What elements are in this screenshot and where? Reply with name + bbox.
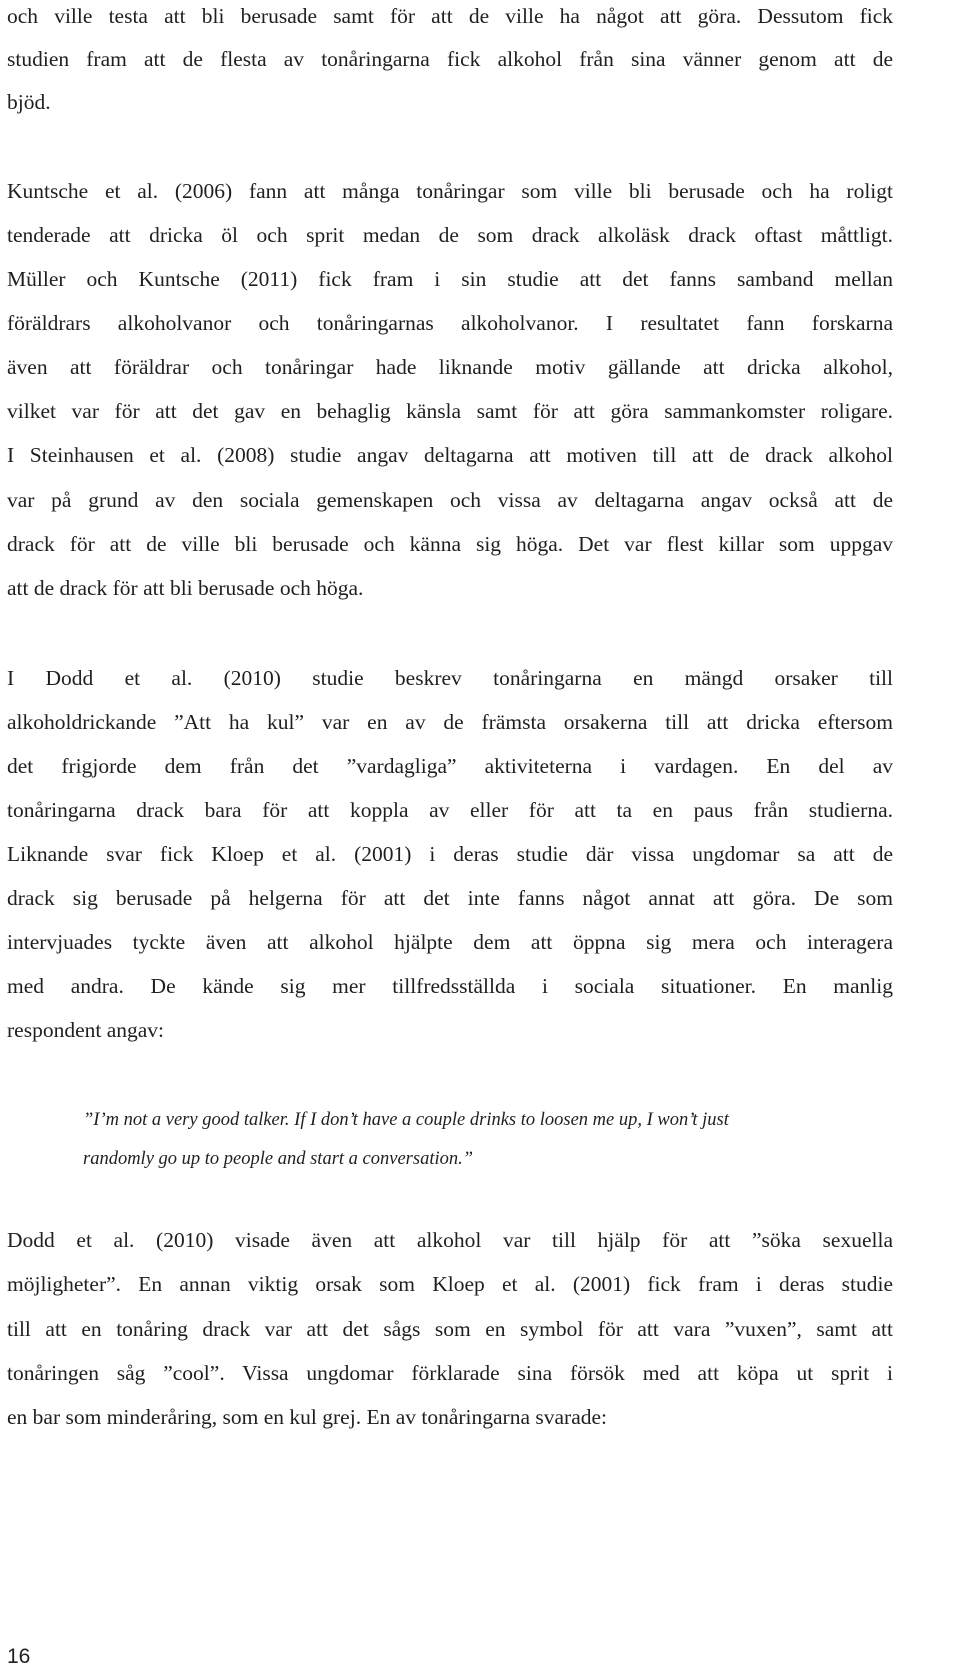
text-line: med andra. De kände sig mer tillfredsställda i sociala situationer. En manlig — [7, 974, 893, 998]
text-line: var på grund av den sociala gemenskapen och vissa av deltagarna angav också att de — [7, 488, 893, 512]
text-line: studien fram att de flesta av tonåringarna fick alkohol från sina vänner genom att de — [7, 47, 893, 71]
text-line: tonåringen såg ”cool”. Vissa ungdomar förklarade sina försök med att köpa ut sprit i — [7, 1361, 893, 1385]
text-line: bjöd. — [7, 90, 51, 114]
text-line: drack för att de ville bli berusade och känna sig höga. Det var flest killar som uppgav — [7, 532, 893, 556]
text-line: alkoholdrickande ”Att ha kul” var en av de främsta orsakerna till att dricka eftersom — [7, 710, 893, 734]
text-line: Müller och Kuntsche (2011) fick fram i sin studie att det fanns samband mellan — [7, 267, 893, 291]
text-line: tonåringarna drack bara för att koppla av eller för att ta en paus från studierna. — [7, 798, 893, 822]
text-line: till att en tonåring drack var att det sågs som en symbol för att vara ”vuxen”, samt att — [7, 1317, 893, 1341]
text-line: respondent angav: — [7, 1018, 165, 1042]
text-line: drack sig berusade på helgerna för att det inte fanns något annat att göra. De som — [7, 886, 893, 910]
text-line: föräldrars alkoholvanor och tonåringarnas alkoholvanor. I resultatet fann forskarna — [7, 311, 893, 335]
text-line: tenderade att dricka öl och sprit medan de som drack alkoläsk drack oftast måttligt. — [7, 223, 893, 247]
quote-line: ”I’m not a very good talker. If I don’t have a couple drinks to loosen me up, I won’t just — [83, 1110, 729, 1130]
text-line: möjligheter”. En annan viktig orsak som Kloep et al. (2001) fick fram i deras studie — [7, 1272, 893, 1296]
text-line: I Steinhausen et al. (2008) studie angav deltagarna att motiven till att de drack alkohol — [7, 443, 893, 467]
text-line: Dodd et al. (2010) visade även att alkohol var till hjälp för att ”söka sexuella — [7, 1228, 893, 1252]
text-line: att de drack för att bli berusade och höga. — [7, 576, 364, 600]
quote-line: randomly go up to people and start a conversation.” — [83, 1149, 474, 1169]
page-number: 16 — [7, 1645, 31, 1668]
text-line: och ville testa att bli berusade samt för att de ville ha något att göra. Dessutom fick — [7, 4, 893, 28]
text-line: det frigjorde dem från det ”vardagliga” aktiviteterna i vardagen. En del av — [7, 754, 893, 778]
text-line: Liknande svar fick Kloep et al. (2001) i deras studie där vissa ungdomar sa att de — [7, 842, 893, 866]
text-line: intervjuades tyckte även att alkohol hjälpte dem att öppna sig mera och interagera — [7, 930, 893, 954]
text-line: en bar som minderåring, som en kul grej. En av tonåringarna svarade: — [7, 1405, 608, 1429]
text-line: vilket var för att det gav en behaglig känsla samt för att göra sammankomster roligare. — [7, 399, 893, 423]
text-line: även att föräldrar och tonåringar hade liknande motiv gällande att dricka alkohol, — [7, 355, 893, 379]
text-line: Kuntsche et al. (2006) fann att många tonåringar som ville bli berusade och ha roligt — [7, 179, 893, 203]
text-line: I Dodd et al. (2010) studie beskrev tonåringarna en mängd orsaker till — [7, 666, 893, 690]
